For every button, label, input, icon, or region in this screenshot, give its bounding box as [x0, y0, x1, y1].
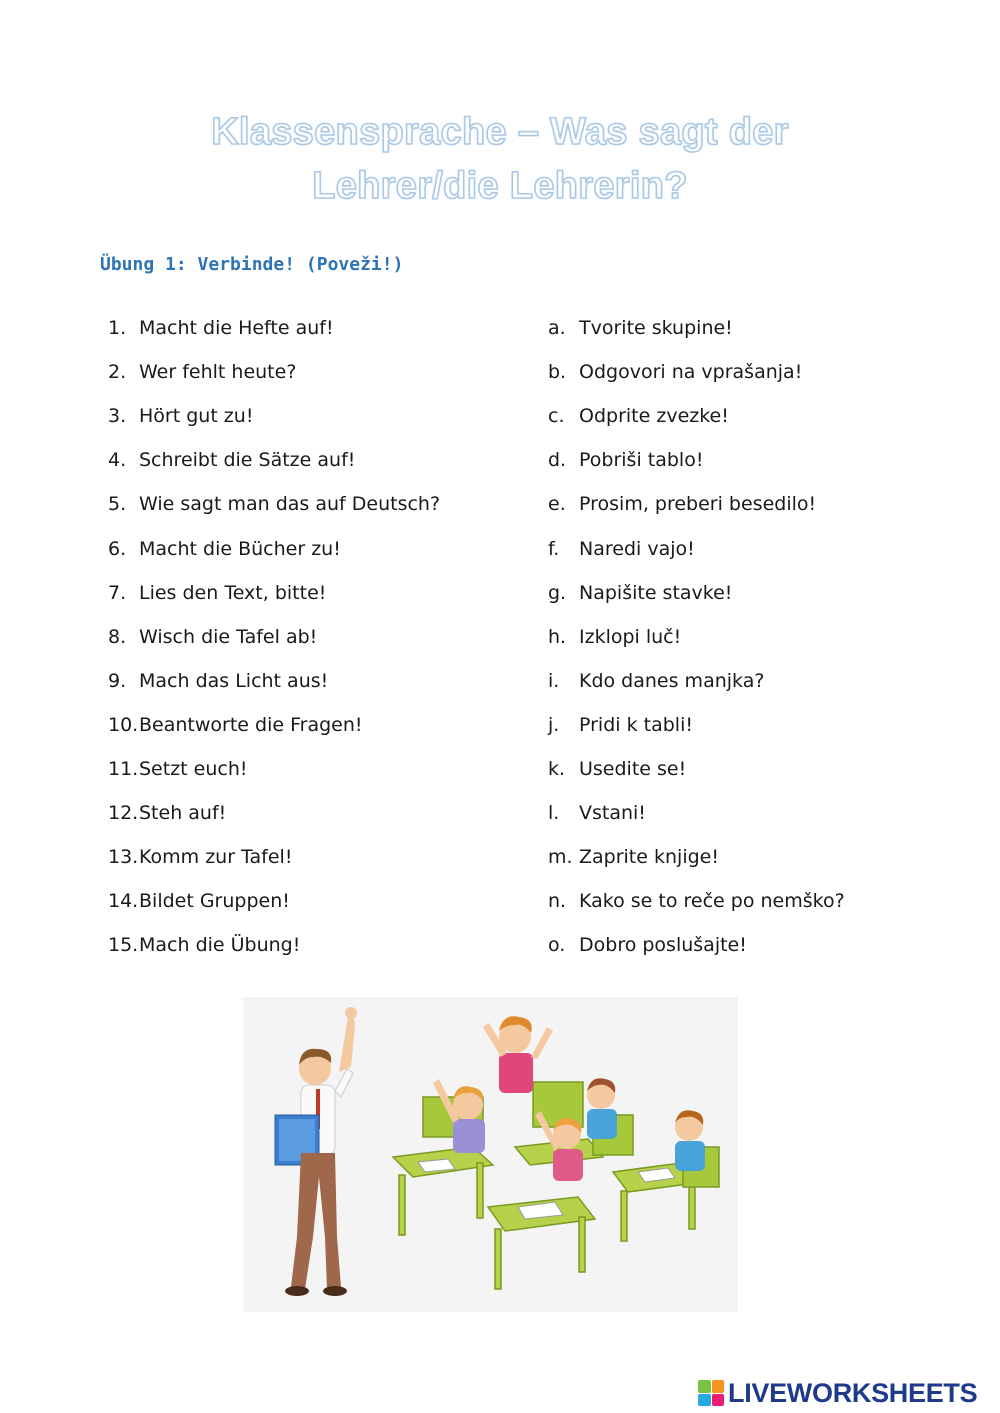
list-item[interactable] [548, 615, 968, 659]
classroom-illustration [243, 997, 738, 1312]
item-text: Schreibt die Sätze auf! [139, 449, 356, 472]
item-letter: n. [548, 890, 567, 913]
item-text: Lies den Text, bitte! [139, 581, 327, 604]
list-item[interactable] [548, 394, 968, 438]
item-number: 1. [108, 317, 127, 340]
item-letter: k. [548, 757, 566, 780]
item-text: Beantworte die Fragen! [139, 713, 363, 736]
item-letter: f. [548, 537, 560, 560]
list-item[interactable] [108, 350, 528, 394]
list-item[interactable] [108, 747, 528, 791]
list-item[interactable] [548, 747, 968, 791]
item-text: Dobro poslušajte! [579, 934, 747, 957]
item-text: Napišite stavke! [579, 581, 733, 604]
item-number: 8. [108, 625, 127, 648]
item-text: Steh auf! [139, 802, 227, 825]
item-number: 4. [108, 449, 127, 472]
item-text: Odgovori na vprašanja! [579, 361, 803, 384]
title-line-1: Klassensprache – Was sagt der [211, 111, 789, 153]
item-letter: d. [548, 449, 567, 472]
list-item[interactable] [108, 659, 528, 703]
exercise-heading: Übung 1: Verbinde! (Poveži!) [100, 254, 404, 275]
list-item[interactable] [548, 659, 968, 703]
list-item[interactable] [548, 923, 968, 967]
item-text: Wer fehlt heute? [139, 361, 297, 384]
item-letter: b. [548, 361, 567, 384]
item-number: 2. [108, 361, 127, 384]
item-text: Hört gut zu! [139, 405, 254, 428]
item-letter: j. [548, 713, 560, 736]
item-letter: a. [548, 317, 566, 340]
item-number: 9. [108, 669, 127, 692]
item-text: Komm zur Tafel! [139, 846, 293, 869]
item-letter: e. [548, 493, 566, 516]
item-text: Mach das Licht aus! [139, 669, 329, 692]
teacher-figure [275, 1007, 357, 1296]
item-text: Kako se to reče po nemško? [579, 890, 845, 913]
list-item[interactable] [548, 438, 968, 482]
item-text: Pobriši tablo! [579, 449, 704, 472]
list-item[interactable] [548, 791, 968, 835]
item-number: 15. [108, 934, 139, 957]
item-letter: i. [548, 669, 560, 692]
item-text: Wie sagt man das auf Deutsch? [139, 493, 441, 516]
item-text: Setzt euch! [139, 757, 248, 780]
list-item[interactable] [108, 482, 528, 526]
title-line-2: Lehrer/die Lehrerin? [312, 165, 688, 207]
classroom-illustration-svg [243, 997, 738, 1312]
list-item[interactable] [108, 438, 528, 482]
list-item[interactable] [548, 306, 968, 350]
list-item[interactable] [108, 526, 528, 570]
item-text: Bildet Gruppen! [139, 890, 290, 913]
item-number: 13. [108, 846, 139, 869]
list-item[interactable] [548, 879, 968, 923]
list-item[interactable] [108, 306, 528, 350]
list-item[interactable] [108, 571, 528, 615]
item-number: 11. [108, 757, 139, 780]
item-text: Kdo danes manjka? [579, 669, 765, 692]
list-item[interactable] [548, 835, 968, 879]
item-text: Izklopi luč! [579, 625, 682, 648]
list-item[interactable] [548, 482, 968, 526]
item-number: 12. [108, 802, 139, 825]
list-item[interactable] [108, 923, 528, 967]
liveworksheets-brand-text: LIVEWORKSHEETS [728, 1377, 978, 1408]
item-text: Prosim, preberi besedilo! [579, 493, 817, 516]
list-item[interactable] [548, 703, 968, 747]
item-text: Macht die Hefte auf! [139, 317, 334, 340]
list-item[interactable] [108, 615, 528, 659]
item-number: 7. [108, 581, 127, 604]
item-text: Naredi vajo! [579, 537, 695, 560]
item-number: 6. [108, 537, 127, 560]
item-letter: l. [548, 802, 560, 825]
item-text: Usedite se! [579, 757, 687, 780]
list-item[interactable] [108, 791, 528, 835]
list-item[interactable] [108, 835, 528, 879]
item-text: Odprite zvezke! [579, 405, 729, 428]
list-item[interactable] [108, 879, 528, 923]
item-text: Zaprite knjige! [579, 846, 719, 869]
item-number: 10. [108, 713, 139, 736]
item-number: 3. [108, 405, 127, 428]
list-item[interactable] [108, 394, 528, 438]
item-text: Tvorite skupine! [579, 317, 733, 340]
item-letter: c. [548, 405, 565, 428]
page-title [0, 105, 1000, 213]
item-letter: o. [548, 934, 566, 957]
liveworksheets-logo-icon [698, 1380, 724, 1406]
item-letter: h. [548, 625, 567, 648]
classroom-desks [393, 1082, 719, 1289]
list-item[interactable] [548, 526, 968, 570]
german-phrase-list [108, 306, 528, 967]
list-item[interactable] [548, 350, 968, 394]
liveworksheets-logo[interactable] [698, 1378, 977, 1408]
item-letter: g. [548, 581, 567, 604]
list-item[interactable] [108, 703, 528, 747]
item-text: Vstani! [579, 802, 646, 825]
item-text: Wisch die Tafel ab! [139, 625, 318, 648]
item-number: 5. [108, 493, 127, 516]
item-letter: m. [548, 846, 573, 869]
item-text: Pridi k tabli! [579, 713, 693, 736]
slovene-phrase-list [548, 306, 968, 967]
item-number: 14. [108, 890, 139, 913]
list-item[interactable] [548, 571, 968, 615]
item-text: Macht die Bücher zu! [139, 537, 341, 560]
item-text: Mach die Übung! [139, 934, 301, 957]
